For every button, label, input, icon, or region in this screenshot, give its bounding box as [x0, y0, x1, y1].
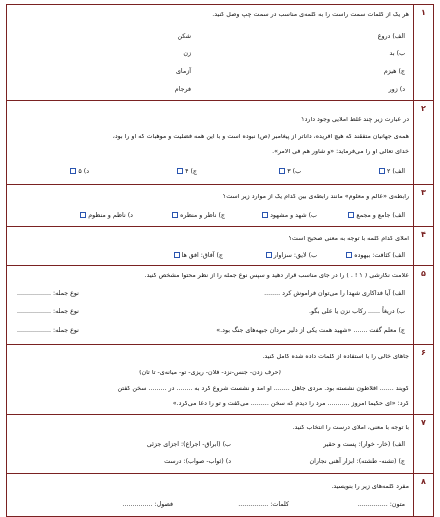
- option-label: الف) کثافت: بیهوده: [354, 252, 405, 259]
- question-instruction: جاهای خالی را با استفاده از کلمات داده شده کامل کنید.: [262, 354, 409, 360]
- option-label: ج) ناظر و منظره: [180, 212, 225, 219]
- checkbox[interactable]: [177, 168, 183, 174]
- match-left-item: آزمای: [175, 68, 191, 75]
- match-left-item: فرجام: [174, 86, 191, 93]
- sentence-item: الف) آیا فداکاری شهدا را می‌توان فراموش کرد ........: [264, 290, 405, 297]
- answer-blank: متون: ...............: [357, 501, 405, 508]
- question-number: ۲: [413, 101, 433, 184]
- question-instruction: علامت نگارشی ( ؟ ! . ) را در جای مناسب قرار دهید و سپس نوع جمله را از نظر محتوا مشخص کنید.: [144, 273, 409, 279]
- question-number: ۳: [413, 185, 433, 226]
- question-3: [7, 185, 433, 227]
- question-2: [7, 101, 433, 185]
- question-7: [7, 415, 433, 474]
- question-instruction: هر یک از کلمات سمت راست را به کلمه‌ی مناسب در سمت چپ وصل کنید.: [212, 12, 409, 18]
- question-text: همه‌ی جهانیان متفقند که هیچ آفریده، داناتر از پیغامبر (ص) نبوده است و با این همه فضلیت و موهبات که او را بود،: [112, 134, 409, 140]
- checkbox[interactable]: [266, 252, 272, 258]
- option-label: الف) جامع و مجمع: [356, 212, 405, 219]
- question-instruction: املای کدام کلمه با توجه به معنی صحیح است؟: [288, 236, 409, 242]
- word-bank: (حرف زدن- جنس-نزد- فلان- ریزی- تو- میانه‌ی- تا تان): [139, 370, 281, 376]
- answer-blank: فصول: ...............: [122, 501, 173, 508]
- option-label: ج) آفاق: افق ها: [181, 252, 223, 259]
- question-instruction: رابطه‌ی «عالم و معلوم» مانند رابطه‌ی بین کدام یک از موارد زیر است؟: [222, 194, 409, 200]
- match-left-item: شکن: [177, 33, 191, 40]
- fill-in-text: گویند ....... افلاطون نشسته بود. مردی جاهل ........ او آمد و نشست شروع کرد به ........ در ......... سخن گفتن: [117, 386, 409, 392]
- match-right-item: ب) بد: [389, 50, 405, 57]
- question-instruction: مفرد کلمه‌های زیر را بنویسید.: [331, 484, 409, 490]
- match-right-item: د) زور: [388, 86, 405, 93]
- question-instruction: با توجه با معنی، املای درست را انتخاب کنید.: [292, 425, 409, 431]
- sentence-item: ب) دریغاً ...... رکاب نزن یا علی بگو.: [309, 308, 405, 315]
- sentence-type-blank: نوع جمله: .................: [17, 290, 79, 297]
- question-number: ۶: [413, 345, 433, 414]
- checkbox[interactable]: [174, 252, 180, 258]
- checkbox[interactable]: [279, 168, 285, 174]
- option-label: د) ناظم و منظوم: [88, 212, 133, 219]
- option-label: ب) (ابراق- اجراع): اجزای جزئی: [146, 441, 231, 448]
- question-1: [7, 5, 433, 101]
- option-label: ب) شهد و مشهود: [270, 212, 317, 219]
- question-number: ۴: [413, 227, 433, 265]
- question-8: [7, 474, 433, 517]
- question-number: ۸: [413, 474, 433, 517]
- checkbox[interactable]: [172, 212, 178, 218]
- question-number: ۵: [413, 266, 433, 344]
- checkbox[interactable]: [379, 168, 385, 174]
- question-5: [7, 266, 433, 345]
- option-label: الف) ۲: [386, 168, 405, 175]
- question-4: [7, 227, 433, 266]
- checkbox[interactable]: [346, 252, 352, 258]
- answer-blank: کلمات: ...............: [238, 501, 289, 508]
- exam-sheet: [6, 4, 434, 517]
- option-label: د) (ثواب- صواب): درست: [164, 458, 231, 465]
- checkbox[interactable]: [70, 168, 76, 174]
- sentence-type-blank: نوع جمله: .................: [17, 308, 79, 315]
- question-number: ۱: [413, 5, 433, 100]
- question-text: خدای تعالی او را می‌فرماید: «و شاور هم فی الامر».: [272, 149, 409, 155]
- option-label: ب) لایق: سزاوار: [273, 252, 317, 259]
- question-instruction: در عبارت زیر چند غلط املایی وجود دارد؟: [301, 117, 409, 123]
- option-label: ج) ۴: [185, 168, 197, 175]
- sentence-type-blank: نوع جمله: .................: [17, 327, 79, 334]
- checkbox[interactable]: [262, 212, 268, 218]
- match-right-item: الف) دروغ: [377, 33, 405, 40]
- question-6: [7, 345, 433, 415]
- option-label: ب) ۳: [287, 168, 301, 175]
- checkbox[interactable]: [80, 212, 86, 218]
- match-right-item: ج) هیزم: [383, 68, 405, 75]
- match-left-item: زن: [183, 50, 191, 57]
- option-label: ج) (تشنه- طشته): ابزار آهنی نجاران: [309, 458, 405, 465]
- checkbox[interactable]: [348, 212, 354, 218]
- sentence-item: ج) معلم گفت ....... «شهید همت یکی از دلیر مردان جبهه‌های جنگ بود.»: [216, 327, 405, 334]
- option-label: د) ۵: [78, 168, 89, 175]
- fill-in-text: کرد: «ای حکیما امروز ........... مرد را دیدم که سخن ......... می‌گفت و تو را دعا می‌کرد.»: [172, 401, 409, 407]
- question-number: ۷: [413, 415, 433, 473]
- option-label: الف) (خار- خوار): پست و حقیر: [323, 441, 405, 448]
